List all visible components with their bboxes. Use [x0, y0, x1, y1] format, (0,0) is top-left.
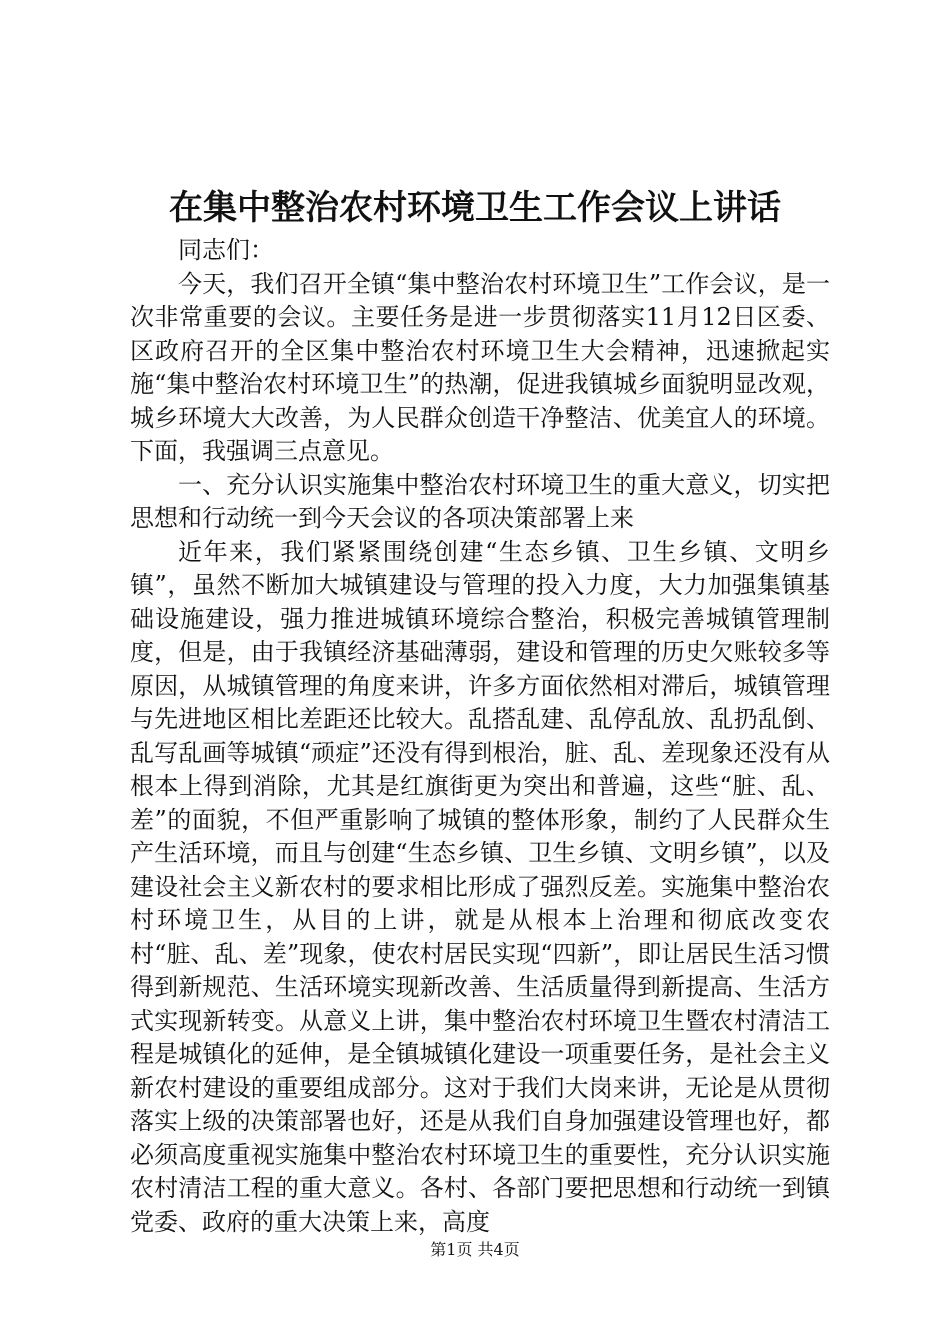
body-paragraph: 近年来，我们紧紧围绕创建“生态乡镇、卫生乡镇、文明乡镇”，虽然不断加大城镇建设与管理的投入力度，大力加强集镇基础设施建设，强力推进城镇环境综合整治，积极完善城镇管理制度，但是，由于我镇经济基础薄弱，建设和管理的历史欠账较多等原因，从城镇管理的角度来讲，许多方面依然相对滞后，城镇管理与先进地区相比差距还比较大。乱搭乱建、乱停乱放、乱扔乱倒、乱写乱画等城镇“顽症”还没有得到根治，脏、乱、差现象还没有从根本上得到消除，尤其是红旗街更为突出和普遍，这些“脏、乱、差”的面貌，不但严重影响了城镇的整体形象，制约了人民群众生产生活环境，而且与创建“生态乡镇、卫生乡镇、文明乡镇”，以及建设社会主义新农村的要求相比形成了强烈反差。实施集中整治农村环境卫生，从目的上讲，就是从根本上治理和彻底改变农村“脏、乱、差”现象，使农村居民实现“四新”，即让居民生活习惯得到新规范、生活环境实现新改善、生活质量得到新提高、生活方式实现新转变。从意义上讲，集中整治农村环境卫生暨农村清洁工程是城镇化的延伸，是全镇城镇化建设一项重要任务，是社会主义新农村建设的重要组成部分。这对于我们大岗来讲，无论是从贯彻落实上级的决策部署也好，还是从我们自身加强建设管理也好，都必须高度重视实施集中整治农村环境卫生的重要性，充分认识实施农村清洁工程的重大意义。各村、各部门要把思想和行动统一到镇党委、政府的重大决策上来，高度 [130, 537, 830, 1236]
salutation-paragraph: 同志们： [178, 236, 274, 264]
section-heading-1: 一、充分认识实施集中整治农村环境卫生的重大意义，切实把思想和行动统一到今天会议的各项决策部署上来 [130, 470, 830, 532]
document-body [130, 234, 830, 1239]
page-number-footer: 第1页 共4页 [430, 1240, 520, 1259]
intro-paragraph: 今天，我们召开全镇“集中整治农村环境卫生”工作会议，是一次非常重要的会议。主要任务是进一步贯彻落实11月12日区委、区政府召开的全区集中整治农村环境卫生大会精神，迅速掀起实施“集中整治农村环境卫生”的热潮，促进我镇城乡面貌明显改观，城乡环境大大改善，为人民群众创造干净整洁、优美宜人的环境。下面，我强调三点意见。 [130, 269, 830, 465]
document-title: 在集中整治农村环境卫生工作会议上讲话 [169, 188, 781, 228]
